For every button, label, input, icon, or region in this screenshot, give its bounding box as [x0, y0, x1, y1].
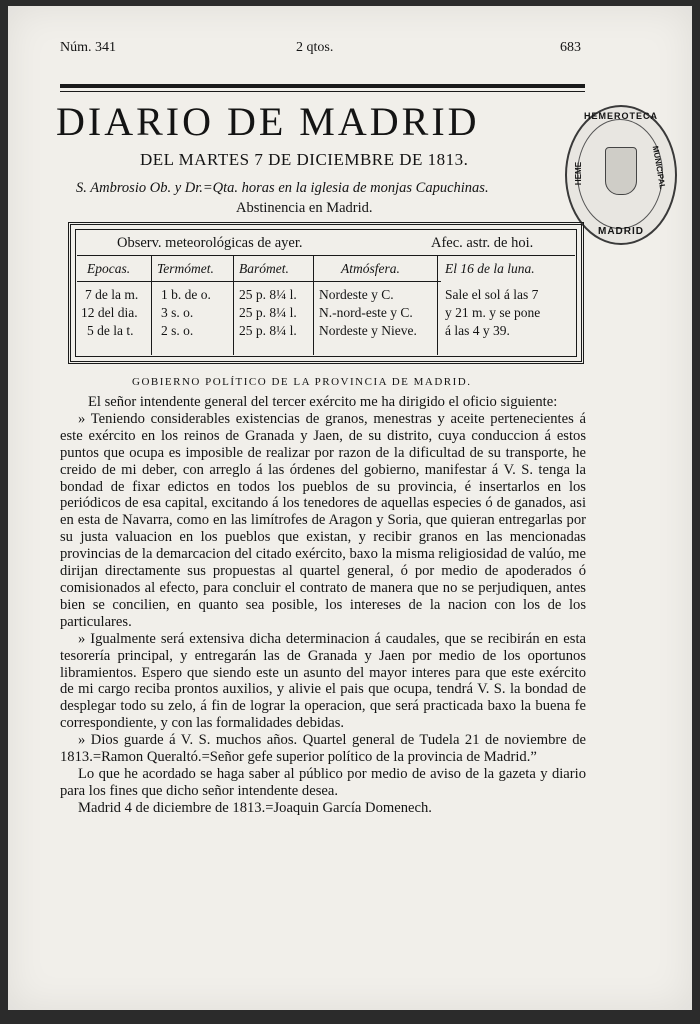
astro-line-3: á las 4 y 39. [445, 323, 510, 338]
row3-epoca: 5 de la t. [87, 323, 134, 338]
section-title: GOBIERNO POLÍTICO DE LA PROVINCIA DE MADRID. [132, 376, 472, 388]
crest-icon [605, 147, 637, 195]
row2-atmosfera: N.-nord-este y C. [319, 305, 413, 320]
col-termometro: Termómet. [157, 261, 214, 276]
paragraph-signature: » Dios guarde á V. S. muchos años. Quartel general de Tudela 21 de noviembre de 1813.=Ramon Queraltó.=Señor gefe superior político de la provincia de Madrid.” [60, 732, 586, 766]
col-divider-4 [437, 255, 438, 355]
issue-price: 2 qtos. [296, 40, 334, 55]
col-atmosfera: Atmósfera. [341, 261, 400, 276]
weather-heading: Observ. meteorológicas de ayer. [117, 235, 303, 251]
paragraph-grain: » Teniendo considerables existencias de granos, menestras y aceite pertenecientes á este exército en los reinos de Granada y Jaen, de su distrito, cuya conduccion á estos puntos que ocupa es imposible de realizar por razon de la dificultad de su transporte, he creido de mi deber, con arreglo á las órdenes del gobierno, manifestar á V. S. tenga la bondad de fixar edictos en todos los pueblos de su provincia, é insertarlos en los periódicos de esa capital, excitando á los tenedores de aquellas especies ó de ganados, asi en esta de Navarra, como en las limítrofes de Aragon y Soria, que quieran entregarlas por su justa valuacion en los pueblos que existan, y recibir granos en las mencionadas provincias de la demarcacion del citado exército, baxo la misma religiosidad de valúo, me dirijan directamente sus propuestas al quartel general, ó por medio de apoderados ó comisionados al efecto, para concluir el contrato de manera que no se perjudiquen, antes bien se concilien, en quanto sea posible, los intereses de la nacion con los de los particulares. [60, 410, 586, 630]
astro-line-1: Sale el sol á las 7 [445, 287, 539, 302]
col-luna: El 16 de la luna. [445, 261, 535, 276]
row3-termometro: 2 s. o. [161, 323, 194, 338]
col-epocas: Epocas. [87, 261, 131, 276]
masthead-rule-top-thin [60, 91, 585, 92]
row2-termometro: 3 s. o. [161, 305, 194, 320]
paragraph-notice: Lo que he acordado se haga saber al público por medio de aviso de la gazeta y diario para los fines que dicho señor intendente desea. [60, 765, 586, 799]
weather-table [68, 222, 584, 364]
col-barometro: Barómet. [239, 261, 289, 276]
stamp-left-text: HEME [574, 161, 584, 186]
masthead-rule-top [60, 84, 585, 88]
masthead-date: DEL MARTES 7 DE DICIEMBRE DE 1813. [140, 150, 469, 169]
row3-atmosfera: Nordeste y Nieve. [319, 323, 417, 338]
astro-heading: Afec. astr. de hoi. [431, 235, 534, 251]
stamp-right-text: MUNICIPAL [650, 145, 668, 190]
issue-number: Núm. 341 [60, 40, 116, 55]
paragraph-funds: » Igualmente será extensiva dicha determinacion á caudales, que se recibirán en esta tesorería principal, y entregarán las de Granada y Jaen por medio de los oportunos libramientos. Espero que siendo este un asunto del mayor interes para que este exército de mi cargo reciba prontos auxilios, y alivie el pais que ocupa, tendrá V. S. la bondad de desplegar todo su zelo, á fin de lograr la operacion, que será practicada baxo la buena fe correspondiente, y con las formalidades debidas. [60, 630, 586, 732]
article-body [60, 394, 586, 817]
masthead-title: DIARIO DE MADRID [56, 99, 480, 144]
row2-barometro: 25 p. 8¼ l. [239, 305, 297, 320]
row1-epoca: 7 de la m. [85, 287, 139, 302]
stamp-bottom-text: MADRID [598, 226, 644, 237]
col-divider-2 [233, 255, 234, 355]
row2-epoca: 12 del dia. [81, 305, 138, 320]
paragraph-closing: Madrid 4 de diciembre de 1813.=Joaquin García Domenech. [78, 799, 432, 816]
row1-atmosfera: Nordeste y C. [319, 287, 394, 302]
abstinence-line: Abstinencia en Madrid. [236, 200, 373, 216]
astro-line-2: y 21 m. y se pone [445, 305, 541, 320]
page-number: 683 [560, 40, 581, 55]
paragraph-intro: El señor intendente general del tercer exército me ha dirigido el oficio siguiente: [88, 394, 558, 410]
weather-subheader-rule [77, 281, 441, 282]
col-divider-1 [151, 255, 152, 355]
row3-barometro: 25 p. 8¼ l. [239, 323, 297, 338]
row1-barometro: 25 p. 8¼ l. [239, 287, 297, 302]
row1-termometro: 1 b. de o. [161, 287, 211, 302]
col-divider-3 [313, 255, 314, 355]
saints-line: S. Ambrosio Ob. y Dr.=Qta. horas en la iglesia de monjas Capuchinas. [76, 180, 489, 196]
stamp-top-text: HEMEROTECA [583, 111, 658, 121]
